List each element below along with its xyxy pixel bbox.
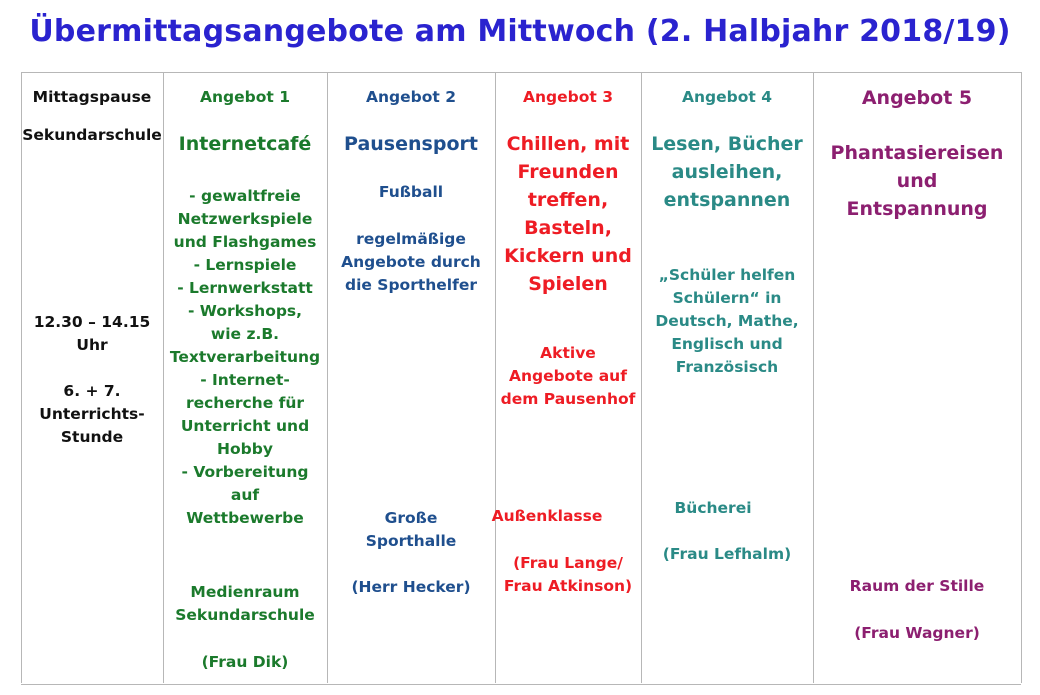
page-title: Übermittagsangebote am Mittwoch (2. Halbjahr 2018/19)	[29, 14, 1011, 49]
offer-location: Medienraum Sekundarschule	[175, 583, 315, 624]
column-angebot-4	[641, 72, 813, 683]
offer-description: „Schüler helfen Schülern“ in Deutsch, Mathe, Englisch und Französisch	[655, 266, 799, 376]
offer-location: Große Sporthalle	[365, 509, 457, 550]
column-header: Angebot 3	[523, 88, 613, 106]
offer-items: - gewaltfreie Netzwerkspiele und Flashgames - Lernspiele - Lernwerkstatt - Workshops, wie z.B. Textverarbeitung - Internet- recherche für Unterricht und Hobby - Vorbereitung auf Wettbewerbe	[169, 187, 321, 527]
column-header: Angebot 1	[200, 88, 290, 106]
offer-heading: Pausensport	[344, 133, 478, 155]
time-range: 12.30 – 14.15 Uhr	[33, 313, 151, 354]
column-angebot-3	[491, 72, 641, 683]
offer-teacher: (Frau Lange/ Frau Atkinson)	[503, 554, 633, 595]
offer-location: Außenklasse	[491, 507, 603, 525]
offer-teacher: (Herr Hecker)	[351, 578, 471, 596]
column-header: Mittagspause	[32, 88, 152, 106]
offer-location: Bücherei	[674, 499, 752, 517]
column-subheader: Sekundarschule	[22, 126, 162, 144]
offer-heading: Phantasiereisen und Entspannung	[830, 142, 1004, 220]
column-header: Angebot 2	[366, 88, 456, 106]
offer-heading: Lesen, Bücher ausleihen, entspannen	[651, 133, 803, 211]
offer-teacher: (Frau Wagner)	[854, 624, 980, 642]
column-angebot-1	[163, 72, 327, 683]
column-mittagspause	[21, 72, 163, 683]
column-angebot-2	[327, 72, 495, 683]
lesson-info: 6. + 7. Unterrichts- Stunde	[39, 382, 145, 446]
column-header: Angebot 4	[682, 88, 772, 106]
offer-location: Raum der Stille	[849, 577, 985, 595]
column-angebot-5	[813, 72, 1021, 683]
offer-description: Aktive Angebote auf dem Pausenhof	[500, 344, 636, 408]
offer-teacher: (Frau Lefhalm)	[662, 545, 792, 563]
offer-subheading: Fußball	[378, 183, 444, 201]
table-divider	[1021, 72, 1022, 683]
offer-heading: Internetcafé	[178, 133, 312, 155]
offer-heading: Chillen, mit Freunden treffen, Basteln, Kickern und Spielen	[504, 133, 632, 295]
offer-description: regelmäßige Angebote durch die Sporthelfer	[341, 230, 481, 294]
offer-teacher: (Frau Dik)	[201, 653, 289, 671]
column-header: Angebot 5	[861, 87, 973, 109]
